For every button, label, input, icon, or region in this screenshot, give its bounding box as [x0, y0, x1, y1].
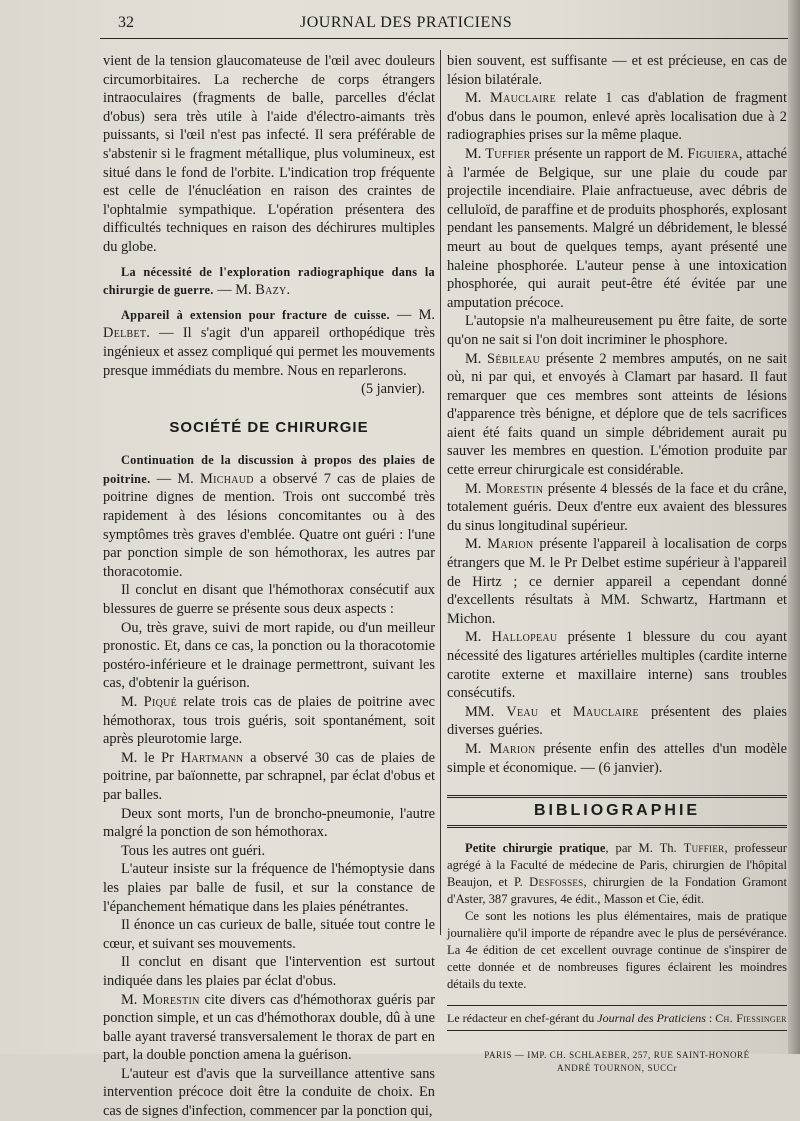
page-number: 32: [118, 14, 134, 31]
author-veau: Veau: [506, 703, 539, 720]
pique-paragraph: [103, 693, 435, 749]
pique-text: relate trois cas de plaies de poitrine avec hémothorax, tous trois guéris, soit spontanément, soit après pleurotomie large.: [103, 694, 435, 748]
author-michaud: Michaud: [200, 470, 254, 487]
morestin2-pre: M.: [465, 480, 486, 497]
veau-mid: et: [538, 703, 573, 720]
bibliography-title: BIBLIOGRAPHIE: [447, 795, 787, 828]
right-column: [447, 52, 787, 1075]
tuffier-pre: M.: [465, 145, 486, 162]
author-delbet: Delbet: [103, 325, 147, 342]
editor-name: Ch. Fiessinger: [715, 1010, 787, 1025]
author-mauclaire: Mauclaire: [490, 90, 557, 107]
marion-paragraph: [447, 535, 787, 628]
author-hallopeau: Hallopeau: [491, 629, 558, 646]
author-pique: Piqué: [143, 694, 178, 710]
author-sebileau: Sébileau: [487, 350, 541, 367]
tuffier-mid: présente un rapport de M.: [530, 145, 688, 162]
hartmann-paragraph: [103, 749, 435, 805]
editor-sep: :: [705, 1010, 716, 1025]
paragraph-aspects: Ou, très grave, suivi de mort rapide, ou d'un meilleur pronostic. Et, dans ce cas, la ponction ou la thoracotomie postéro-inférieure et le drainage permettront, suivant les cas, d'obtenir la guérison.: [103, 619, 435, 692]
left-column: [103, 52, 435, 1121]
paragraph-conclusion: Il conclut en disant que l'hémothorax consécutif aux blessures de guerre se présente sous deux aspects :: [103, 582, 435, 618]
section-title-societe: SOCIÉTÉ DE CHIRURGIE: [169, 418, 369, 436]
marion-pre: M.: [465, 536, 488, 553]
tuffier-text: , attaché à l'armée de Belgique, sur une plaie du coude par projectile incendiaire. Plaie anfractueuse, avec débris de celluloïd, de paraffine et de produits phosphorés, explosant pendant les pansements. Malgré un débridement, le blessé meurt au bout de quelques temps, ayant présenté une haleine phosphorée. L'auteur pense à une intoxication phosphorée, qui aurait peut-être été évitée par une amputation précoce.: [447, 145, 787, 311]
header-rule: [100, 38, 788, 39]
morestin2-text: présente 4 blessés de la face et du crâne, totalement guéris. Deux d'entre eux avaient des blessures du sinus longitudinal supérieur.: [447, 480, 788, 534]
sebileau-pre: M.: [465, 350, 488, 367]
author-marion-2: Marion: [489, 740, 536, 757]
book-author-desfosses: Desfosses: [529, 874, 584, 889]
printer-line-2: ANDRÉ TOURNON, SUCCr: [557, 1062, 677, 1073]
author-marion: Marion: [487, 536, 534, 553]
book-author-tuffier: Tuffier: [683, 840, 725, 855]
radiography-dash: — M.: [213, 282, 256, 299]
book-citation: [447, 840, 787, 908]
printer-imprint: [447, 1049, 787, 1075]
printer-line-1: PARIS — IMP. CH. SCHLAEBER, 257, RUE SAINT-HONORÉ: [484, 1049, 750, 1060]
sebileau-text: présente 2 membres amputés, on ne sait où, ni par qui, et envoyés à Clamart par hasard. Il faut remarquer que ces membres sont atteints de lésions d'apparence très bénigne, et déplore que de tels sacrifices aient été faits quand un simple débridement aurait pu sauver les membres en question. L'émotion produite par cette erreur chirurgicale est considérable.: [447, 350, 787, 479]
continuation-rubric: Continuation de la discussion à propos des plaies de poitrine.: [103, 453, 435, 486]
continuation-text: a observé 7 cas de plaies de poitrine dignes de mention. Trois ont succombé très rapidement à des lésions concomitantes ou à des symptômes très graves d'emblée. Quatre ont guéri : l'une par ponction simple de son hémothorax, les autres par thoracotomie.: [103, 470, 435, 580]
book-review: Ce sont les notions les plus élémentaires, mais de pratique journalière qu'il importe de répandre avec le plus de persévérance. La 4e édition de cet excellent ouvrage continue de s'inspirer de cette donnée et de nombreuses figures éclairent les moindres détails du texte.: [447, 908, 787, 991]
editor-line: [447, 1010, 787, 1026]
footer-rule-2: [447, 1030, 787, 1031]
paragraph-intervention: Il conclut en disant que l'intervention est surtout indiquée dans les plaies par éclat d'obus.: [103, 954, 435, 989]
bibliography-entry: [447, 840, 787, 993]
paragraph-surveillance: L'auteur est d'avis que la surveillance attentive sans intervention précoce doit être la conduite de choix. En cas de signes d'infection, commencer par la ponction qui,: [103, 1065, 435, 1120]
veau-paragraph: [447, 703, 787, 740]
author-hartmann: Hartmann: [180, 749, 244, 766]
paragraph-continued: bien souvent, est suffisante — et est précieuse, en cas de lésion bilatérale.: [447, 53, 787, 88]
author-morestin-2: Morestin: [485, 480, 544, 497]
extension-text: . — Il s'agit d'un appareil orthopédique très ingénieux et assez compliqué qui permet les mouvements presque immédiats du membre. Nous en reparlerons.: [103, 325, 435, 379]
book-text-3: , chirurgien de la Fondation Gramont d'Aster, 387 gravures, 4e édit., Masson et Cie, édit.: [447, 874, 787, 906]
tuffier-paragraph: [447, 145, 787, 312]
editor-pre: Le rédacteur en chef-gérant du: [447, 1010, 598, 1025]
intro-paragraph: vient de la tension glaucomateuse de l'œil avec douleurs circumorbitaires. La recherche de corps étrangers intraoculaires (fragments de balle, parcelles d'éclat d'obus) sera très utile à l'aide d'électro-aimants très puissants, si l'œil n'est pas infecté. Il sera préférable de s'abstenir si le fragment métallique, plus volumineux, est situé dans le fond de l'orbite. L'indication trop fréquente est celle de l'énucléation en raison des craintes de l'ophtalmie sympathique. L'opération présentera des difficultés techniques en raison des déchirures multiples du globe.: [103, 53, 435, 255]
continuation-dash: — M.: [150, 470, 200, 487]
column-divider: [440, 50, 441, 935]
extension-paragraph: [103, 306, 435, 380]
marion-text: présente l'appareil à localisation de corps étrangers que M. le Pr Delbet estime supérieur à l'appareil de Hirtz ; ce dernier appareil a cependant donné d'excellents résultats à MM. Schwartz, Hartmann et Michon.: [447, 536, 787, 627]
radiography-rubric: La nécessité de l'exploration radiographique dans la chirurgie de guerre.: [103, 264, 435, 298]
pique-pre: M.: [121, 694, 144, 710]
book-title: Petite chirurgie pratique: [465, 840, 606, 855]
mauclaire-paragraph: [447, 89, 787, 145]
hartmann-pre: M. le Pr: [121, 749, 181, 766]
footer-rule: [447, 1005, 787, 1006]
paragraph-cured: Tous les autres ont guéri.: [121, 842, 266, 859]
sebileau-paragraph: [447, 350, 787, 480]
hallopeau-paragraph: [447, 628, 787, 702]
running-head: JOURNAL DES PRATICIENS: [300, 14, 513, 31]
paragraph-autopsy: L'autopsie n'a malheureusement pu être faite, de sorte qu'on ne sait si l'on doit incriminer le phosphore.: [447, 313, 787, 348]
author-morestin: Morestin: [142, 991, 200, 1008]
date-5-janvier: (5 janvier).: [361, 381, 425, 398]
veau-text: présentent des plaies diverses guéries.: [447, 703, 787, 739]
radiography-end: .: [286, 282, 291, 299]
editor-journal: Journal des Praticiens: [597, 1010, 706, 1025]
extension-rubric: Appareil à extension pour fracture de cuisse.: [121, 307, 390, 322]
author-figuiera: Figuiera: [687, 145, 739, 162]
veau-pre: MM.: [465, 703, 507, 720]
date-6-janvier: (6 janvier).: [598, 759, 663, 776]
hartmann-text: a observé 30 cas de plaies de poitrine, par baïonnette, par schrapnel, par éclat d'obus et par balles.: [103, 749, 435, 803]
paragraph-hemoptysis: L'auteur insiste sur la fréquence de l'hémoptysie dans les plaies par balle de fusil, et sur la constance de l'épanchement hématique dans les plaies pénétrantes.: [103, 861, 435, 915]
author-tuffier: Tuffier: [485, 145, 531, 162]
morestin2-paragraph: [447, 480, 787, 536]
extension-dash: — M.: [389, 306, 435, 323]
morestin-text: cite divers cas d'hémothorax guéris par ponction simple, et un cas d'hémothorax double, dû à une balle ayant traversé transversalement le thorax de part en part, la double ponction amena la guérison.: [103, 991, 436, 1064]
morestin-pre: M.: [121, 991, 143, 1008]
paragraph-deaths: Deux sont morts, l'un de broncho-pneumonie, l'autre malgré la ponction de son hémothorax.: [103, 805, 435, 841]
mauclaire-text: relate 1 cas d'ablation de fragment d'obus dans le poumon, enlevé après localisation due à 2 radiographies prises sur la même plaque.: [447, 90, 787, 144]
page-spine-shadow: [788, 0, 800, 1054]
book-text-2: , professeur agrégé à la Faculté de médecine de Paris, chirurgien de l'hôpital Beaujon, et P.: [447, 840, 787, 889]
marion2-text: présente enfin des attelles d'un modèle simple et économique. —: [447, 740, 787, 776]
hallopeau-text: présente 1 blessure du cou ayant nécessité des ligatures artérielles multiples (cardite interne carotite externe et maxillaire interne) sans troubles consécutifs.: [447, 629, 787, 702]
author-mauclaire-2: Mauclaire: [572, 703, 639, 720]
paragraph-curious-case: Il énonce un cas curieux de balle, située tout contre le cœur, et suivant ses mouvements.: [103, 917, 435, 952]
hallopeau-pre: M.: [465, 629, 492, 646]
radiography-paragraph: [103, 263, 435, 300]
author-bazy: Bazy: [255, 282, 287, 299]
book-text-1: , par M. Th.: [605, 840, 684, 855]
mauclaire-pre: M.: [465, 90, 491, 107]
marion2-paragraph: [447, 740, 787, 777]
continuation-paragraph: [103, 451, 435, 581]
marion2-pre: M.: [465, 740, 490, 757]
